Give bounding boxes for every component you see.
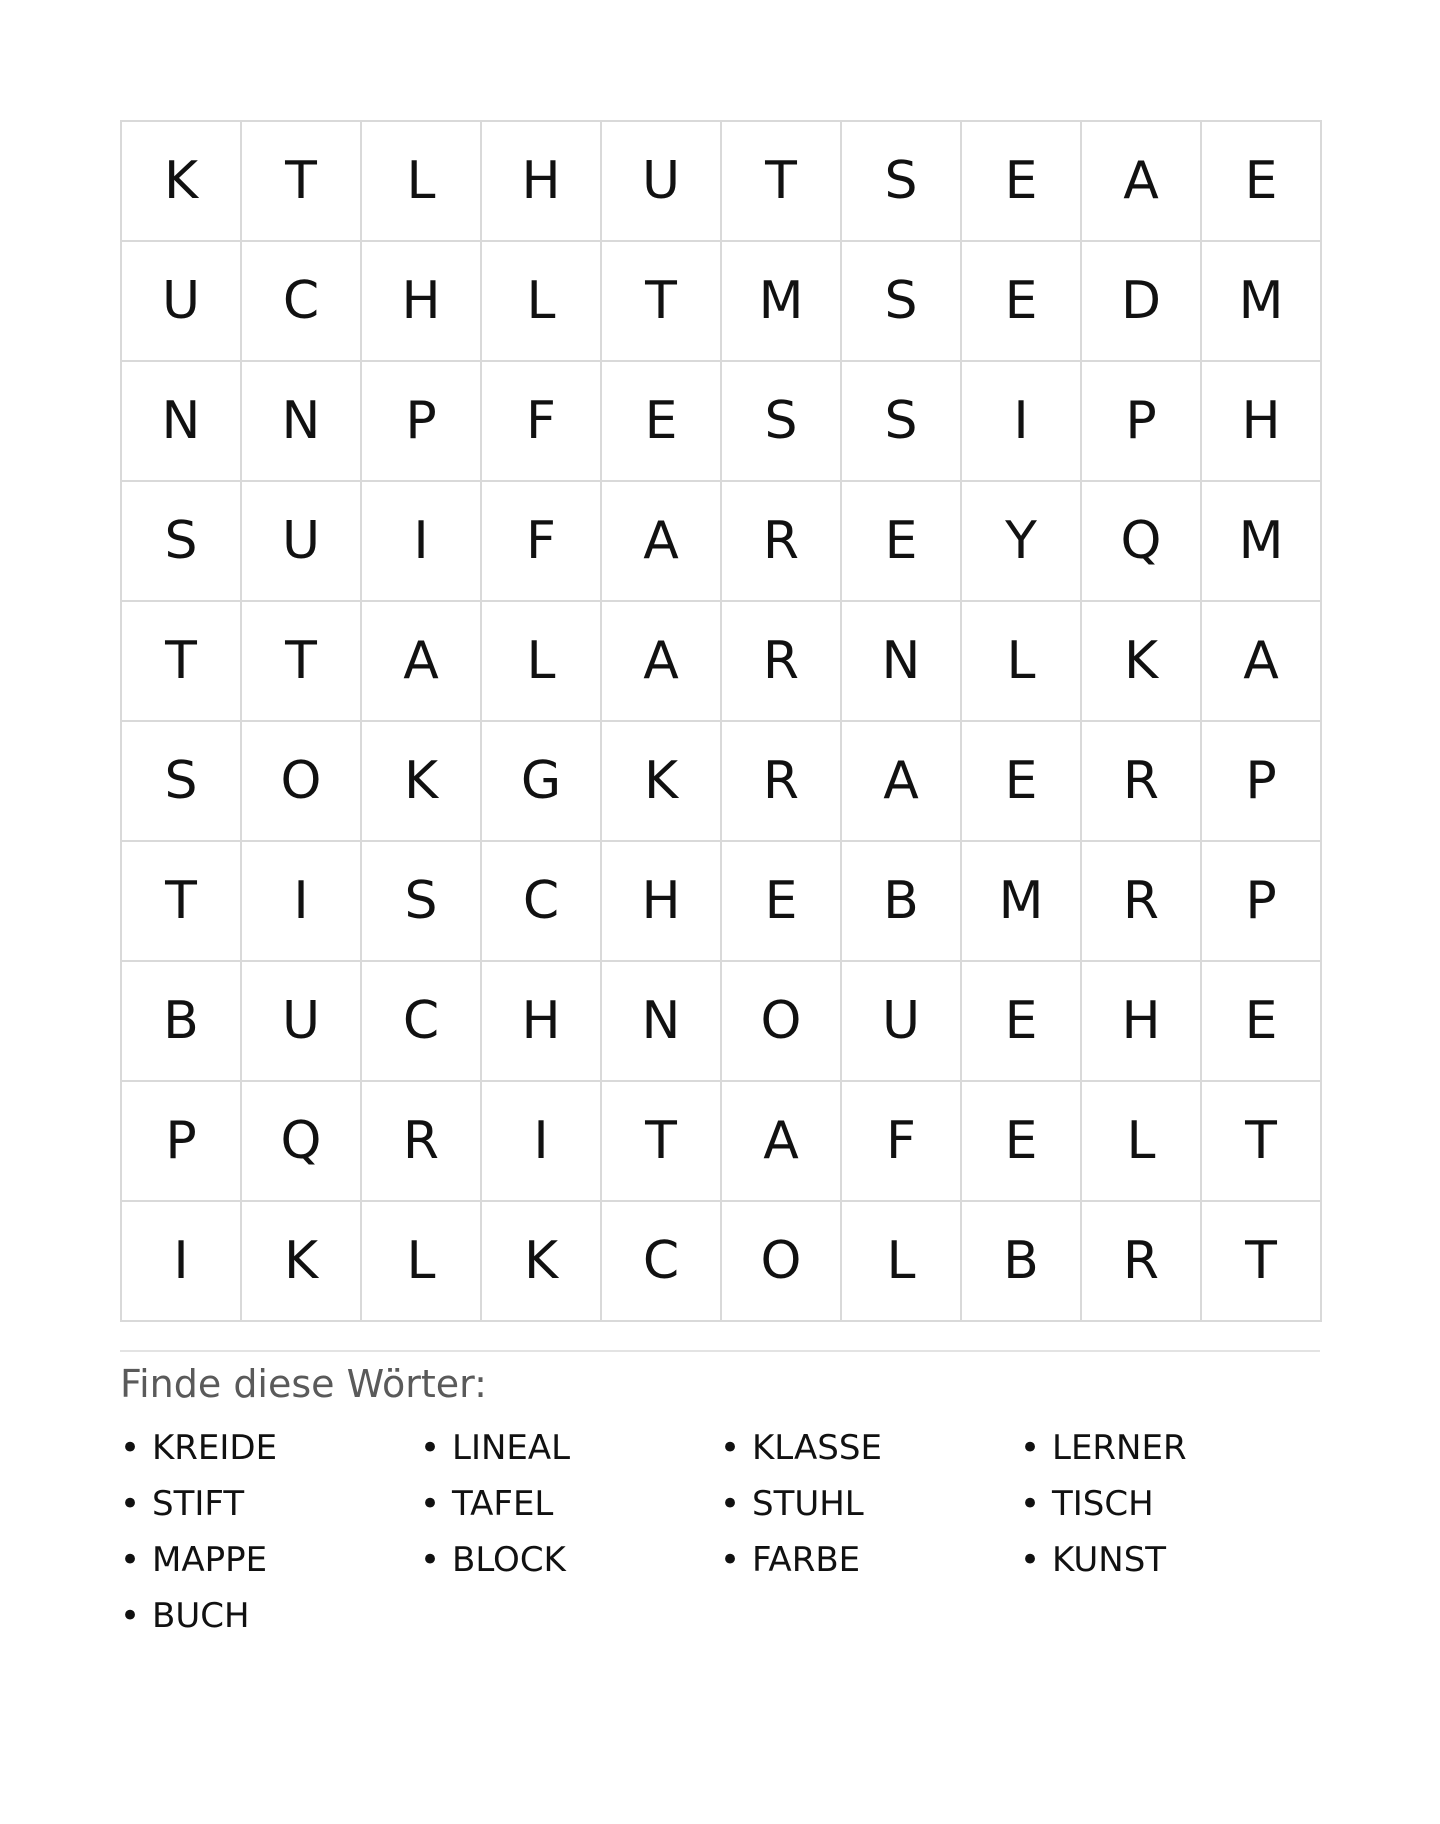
- bullet-icon: •: [720, 1428, 741, 1468]
- grid-cell[interactable]: H: [482, 122, 602, 242]
- word-list-item: [120, 1532, 420, 1588]
- grid-cell[interactable]: A: [722, 1082, 842, 1202]
- grid-cell[interactable]: F: [842, 1082, 962, 1202]
- grid-cell[interactable]: H: [602, 842, 722, 962]
- grid-cell[interactable]: B: [842, 842, 962, 962]
- grid-cell[interactable]: B: [122, 962, 242, 1082]
- grid-cell[interactable]: Q: [242, 1082, 362, 1202]
- grid-cell[interactable]: K: [1082, 602, 1202, 722]
- word-list: [120, 1420, 1320, 1644]
- grid-cell[interactable]: L: [482, 602, 602, 722]
- grid-cell[interactable]: R: [362, 1082, 482, 1202]
- grid-cell[interactable]: T: [602, 242, 722, 362]
- grid-cell[interactable]: N: [842, 602, 962, 722]
- bullet-icon: •: [420, 1540, 441, 1580]
- grid-cell[interactable]: T: [122, 842, 242, 962]
- bullet-icon: •: [120, 1428, 141, 1468]
- grid-cell[interactable]: R: [1082, 1202, 1202, 1322]
- grid-cell[interactable]: I: [242, 842, 362, 962]
- grid-cell[interactable]: L: [962, 602, 1082, 722]
- grid-cell[interactable]: K: [482, 1202, 602, 1322]
- word-label: TAFEL: [452, 1484, 554, 1524]
- grid-cell[interactable]: C: [602, 1202, 722, 1322]
- grid-cell[interactable]: S: [842, 122, 962, 242]
- grid-cell[interactable]: F: [482, 362, 602, 482]
- grid-cell[interactable]: T: [1202, 1202, 1322, 1322]
- grid-cell[interactable]: U: [842, 962, 962, 1082]
- word-list-item: [1020, 1420, 1320, 1476]
- grid-cell[interactable]: T: [122, 602, 242, 722]
- bullet-icon: •: [420, 1428, 441, 1468]
- grid-cell[interactable]: S: [722, 362, 842, 482]
- word-list-item: [1020, 1476, 1320, 1532]
- grid-cell[interactable]: P: [122, 1082, 242, 1202]
- grid-cell[interactable]: E: [1202, 962, 1322, 1082]
- grid-cell[interactable]: N: [122, 362, 242, 482]
- word-list-item: [720, 1420, 1020, 1476]
- grid-cell[interactable]: E: [962, 122, 1082, 242]
- grid-cell[interactable]: G: [482, 722, 602, 842]
- word-list-item: [120, 1420, 420, 1476]
- grid-cell[interactable]: H: [1082, 962, 1202, 1082]
- word-label: MAPPE: [152, 1540, 268, 1580]
- grid-cell[interactable]: P: [1202, 842, 1322, 962]
- grid-cell[interactable]: C: [362, 962, 482, 1082]
- grid-cell[interactable]: A: [1082, 122, 1202, 242]
- grid-cell[interactable]: H: [1202, 362, 1322, 482]
- bullet-icon: •: [420, 1484, 441, 1524]
- grid-cell[interactable]: O: [242, 722, 362, 842]
- word-list-item: [720, 1532, 1020, 1588]
- grid-cell[interactable]: N: [242, 362, 362, 482]
- word-list-item: [420, 1532, 720, 1588]
- grid-cell[interactable]: E: [722, 842, 842, 962]
- grid-cell[interactable]: D: [1082, 242, 1202, 362]
- grid-cell[interactable]: H: [482, 962, 602, 1082]
- grid-cell[interactable]: O: [722, 962, 842, 1082]
- grid-cell[interactable]: E: [962, 242, 1082, 362]
- grid-cell[interactable]: K: [122, 122, 242, 242]
- word-list-title: Finde diese Wörter:: [120, 1362, 487, 1406]
- grid-cell[interactable]: R: [722, 722, 842, 842]
- grid-cell[interactable]: L: [842, 1202, 962, 1322]
- grid-cell[interactable]: E: [962, 722, 1082, 842]
- grid-cell[interactable]: I: [122, 1202, 242, 1322]
- word-list-item: [420, 1420, 720, 1476]
- grid-cell[interactable]: S: [362, 842, 482, 962]
- word-list-item: [420, 1476, 720, 1532]
- grid-cell[interactable]: A: [1202, 602, 1322, 722]
- letter-grid: [120, 120, 1322, 1322]
- word-label: STUHL: [752, 1484, 864, 1524]
- grid-cell[interactable]: M: [722, 242, 842, 362]
- word-label: BLOCK: [452, 1540, 566, 1580]
- word-list-item: [720, 1476, 1020, 1532]
- grid-cell[interactable]: T: [1202, 1082, 1322, 1202]
- word-label: LINEAL: [452, 1428, 571, 1468]
- word-label: BUCH: [152, 1596, 250, 1636]
- grid-cell[interactable]: L: [362, 122, 482, 242]
- grid-cell[interactable]: T: [242, 122, 362, 242]
- bullet-icon: •: [720, 1484, 741, 1524]
- grid-cell[interactable]: O: [722, 1202, 842, 1322]
- grid-cell[interactable]: N: [602, 962, 722, 1082]
- grid-cell[interactable]: E: [1202, 122, 1322, 242]
- grid-cell[interactable]: Q: [1082, 482, 1202, 602]
- bullet-icon: •: [120, 1484, 141, 1524]
- grid-cell[interactable]: C: [242, 242, 362, 362]
- grid-cell[interactable]: U: [242, 962, 362, 1082]
- grid-cell[interactable]: I: [482, 1082, 602, 1202]
- bullet-icon: •: [1020, 1428, 1041, 1468]
- grid-cell[interactable]: R: [722, 602, 842, 722]
- bullet-icon: •: [1020, 1484, 1041, 1524]
- word-list-item: [120, 1476, 420, 1532]
- grid-cell[interactable]: U: [122, 242, 242, 362]
- grid-cell[interactable]: Y: [962, 482, 1082, 602]
- word-list-item: [1020, 1532, 1320, 1588]
- bullet-icon: •: [1020, 1540, 1041, 1580]
- grid-cell[interactable]: B: [962, 1202, 1082, 1322]
- grid-cell[interactable]: R: [1082, 722, 1202, 842]
- grid-cell[interactable]: A: [602, 602, 722, 722]
- grid-cell[interactable]: F: [482, 482, 602, 602]
- grid-cell[interactable]: A: [362, 602, 482, 722]
- grid-cell[interactable]: M: [962, 842, 1082, 962]
- grid-cell[interactable]: R: [1082, 842, 1202, 962]
- grid-cell[interactable]: I: [362, 482, 482, 602]
- grid-cell[interactable]: T: [722, 122, 842, 242]
- bullet-icon: •: [120, 1540, 141, 1580]
- grid-cell[interactable]: U: [242, 482, 362, 602]
- grid-cell[interactable]: T: [242, 602, 362, 722]
- bullet-icon: •: [120, 1596, 141, 1636]
- word-label: KLASSE: [752, 1428, 882, 1468]
- grid-cell[interactable]: U: [602, 122, 722, 242]
- grid-cell[interactable]: A: [602, 482, 722, 602]
- grid-cell[interactable]: L: [362, 1202, 482, 1322]
- grid-cell[interactable]: P: [1082, 362, 1202, 482]
- divider: [120, 1350, 1320, 1352]
- grid-cell[interactable]: K: [362, 722, 482, 842]
- grid-cell[interactable]: R: [722, 482, 842, 602]
- grid-cell[interactable]: E: [962, 1082, 1082, 1202]
- grid-cell[interactable]: C: [482, 842, 602, 962]
- word-label: TISCH: [1052, 1484, 1154, 1524]
- grid-cell[interactable]: S: [842, 242, 962, 362]
- grid-cell[interactable]: M: [1202, 482, 1322, 602]
- grid-cell[interactable]: S: [842, 362, 962, 482]
- grid-cell[interactable]: E: [602, 362, 722, 482]
- grid-cell[interactable]: I: [962, 362, 1082, 482]
- grid-cell[interactable]: H: [362, 242, 482, 362]
- word-label: KUNST: [1052, 1540, 1167, 1580]
- grid-cell[interactable]: E: [962, 962, 1082, 1082]
- grid-cell[interactable]: P: [362, 362, 482, 482]
- grid-cell[interactable]: K: [602, 722, 722, 842]
- word-label: STIFT: [152, 1484, 245, 1524]
- grid-cell[interactable]: P: [1202, 722, 1322, 842]
- grid-cell[interactable]: S: [122, 482, 242, 602]
- bullet-icon: •: [720, 1540, 741, 1580]
- grid-cell[interactable]: L: [1082, 1082, 1202, 1202]
- grid-cell[interactable]: M: [1202, 242, 1322, 362]
- grid-cell[interactable]: E: [842, 482, 962, 602]
- grid-cell[interactable]: S: [122, 722, 242, 842]
- word-search-puzzle: [120, 120, 1320, 1644]
- word-list-item: [120, 1588, 420, 1644]
- grid-cell[interactable]: A: [842, 722, 962, 842]
- grid-cell[interactable]: T: [602, 1082, 722, 1202]
- word-label: LERNER: [1052, 1428, 1187, 1468]
- word-label: KREIDE: [152, 1428, 278, 1468]
- grid-cell[interactable]: L: [482, 242, 602, 362]
- word-label: FARBE: [752, 1540, 861, 1580]
- grid-cell[interactable]: K: [242, 1202, 362, 1322]
